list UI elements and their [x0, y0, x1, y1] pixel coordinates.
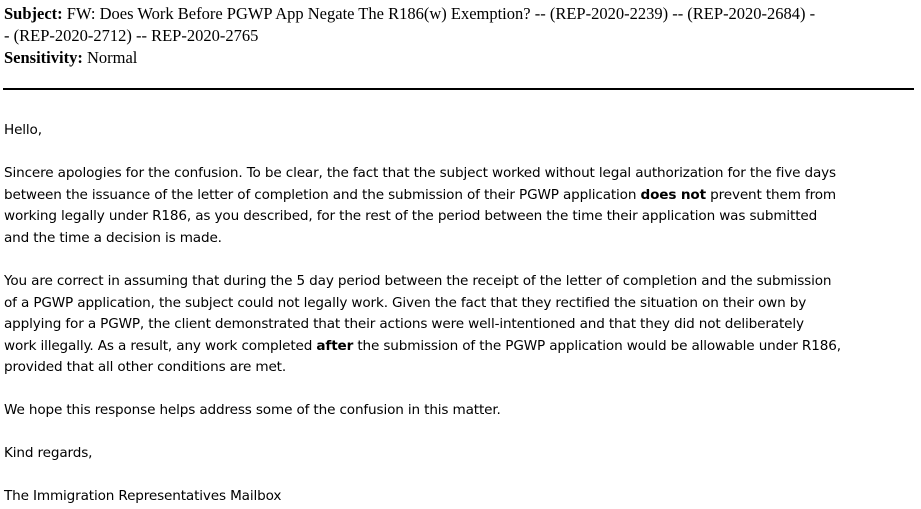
email-header	[4, 3, 916, 69]
paragraph-hope: We hope this response helps address some of the confusion in this matter.	[4, 402, 501, 418]
subject-label: Subject:	[4, 4, 63, 23]
signature: The Immigration Representatives Mailbox	[4, 488, 282, 504]
paragraph-line: and the time a decision is made.	[4, 229, 222, 246]
subject-line-continued	[4, 25, 916, 47]
header-divider	[3, 88, 914, 90]
subject-text-continued: - (REP-2020-2712) -- REP-2020-2765	[4, 26, 259, 45]
paragraph-line: Sincere apologies for the confusion. To be clear, the fact that the subject worked without legal authorization for the five days	[4, 165, 836, 181]
paragraph-line: of a PGWP application, the subject could not legally work. Given the fact that they rectified the situation on their own by	[4, 294, 807, 311]
paragraph-line: You are correct in assuming that during the 5 day period between the receipt of the letter of completion and the submission	[4, 273, 832, 289]
text-run: the submission of the PGWP application would be allowable under R186,	[353, 337, 841, 354]
greeting: Hello,	[4, 122, 42, 138]
emphasis-after: after	[316, 337, 354, 354]
paragraph-apology	[4, 163, 836, 249]
sensitivity-label: Sensitivity:	[4, 48, 83, 67]
emphasis-does-not: does not	[640, 186, 706, 203]
paragraph-line	[4, 185, 836, 207]
sensitivity-line	[4, 47, 916, 69]
subject-line	[4, 3, 916, 25]
paragraph-line: applying for a PGWP, the client demonstrated that their actions were well-intentioned and that they did not deliberately	[4, 316, 804, 332]
text-run: prevent them from	[705, 186, 837, 203]
paragraph-line: provided that all other conditions are met.	[4, 359, 287, 375]
closing: Kind regards,	[4, 445, 93, 461]
text-run: work illegally. As a result, any work completed	[4, 337, 317, 354]
subject-text: FW: Does Work Before PGWP App Negate The R186(w) Exemption? -- (REP-2020-2239) -- (REP-2020-2684) -	[66, 4, 816, 23]
paragraph-line	[4, 336, 841, 358]
paragraph-explanation	[4, 271, 841, 379]
sensitivity-value: Normal	[86, 48, 138, 67]
paragraph-line: working legally under R186, as you described, for the rest of the period between the time their application was submitted	[4, 208, 818, 224]
text-run: between the issuance of the letter of completion and the submission of their PGWP application	[4, 186, 641, 203]
